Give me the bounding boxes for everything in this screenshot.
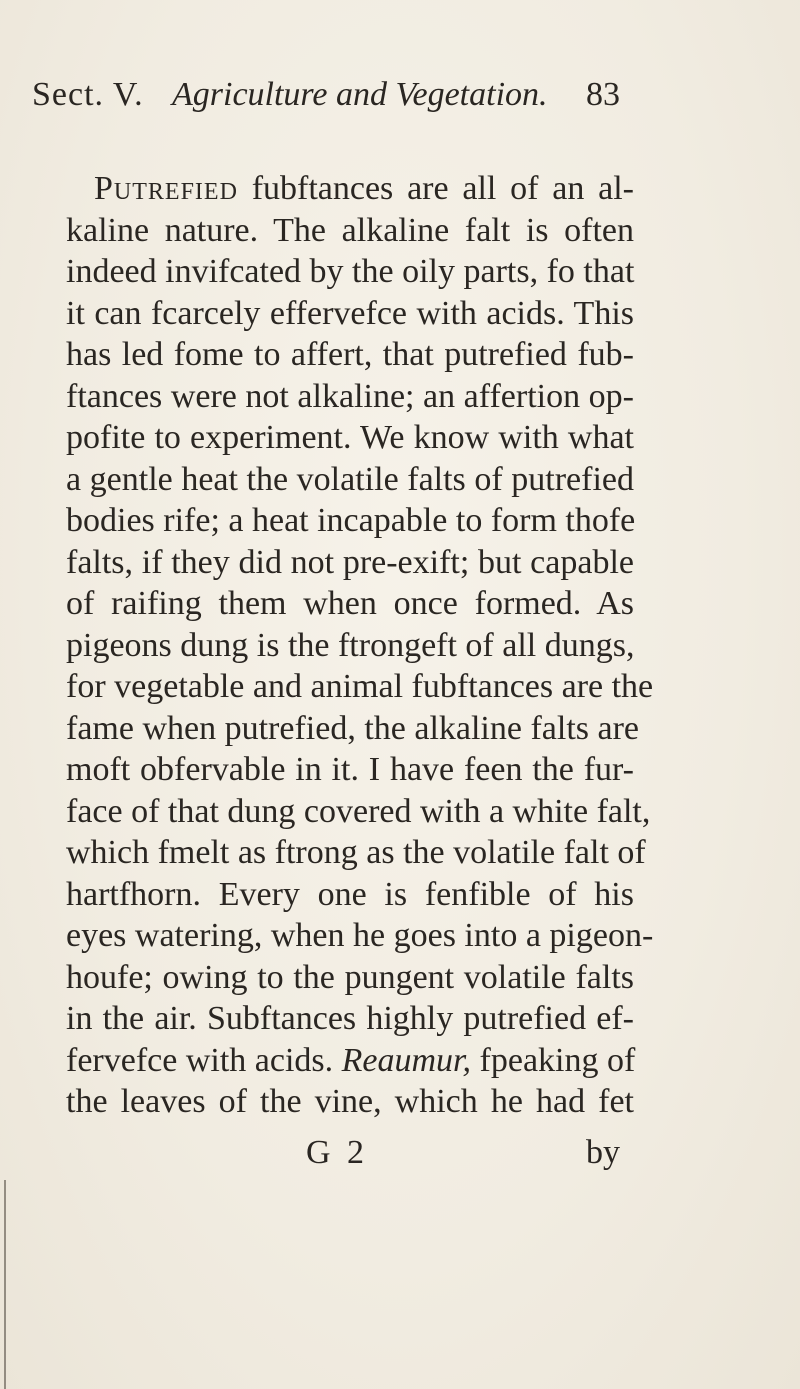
text-line-11: of raifing them when once formed. As <box>66 585 634 622</box>
binding-edge <box>4 1180 6 1389</box>
body-paragraph <box>66 168 654 1123</box>
line-22-start: fervefce with acids. <box>66 1041 334 1079</box>
text-line-13: for vegetable and animal fubftances are the <box>66 668 654 705</box>
text-line-16: face of that dung covered with a white falt, <box>66 792 651 830</box>
text-line-6: ftances were not alkaline; an affertion op- <box>66 377 634 415</box>
header-title: Agriculture and Vegetation. <box>172 76 548 113</box>
text-line-21: in the air. Subftances highly putrefied ef- <box>66 1000 634 1037</box>
text-line-20: houfe; owing to the pungent volatile falts <box>66 958 634 996</box>
text-line-14: fame when putrefied, the alkaline falts are <box>66 709 640 747</box>
small-caps-word: Putrefied <box>94 170 238 207</box>
line-22-rest: fpeaking of <box>471 1041 636 1079</box>
text-line-17: which fmelt as ftrong as the volatile falt of <box>66 834 646 871</box>
italic-name: Reaumur, <box>341 1041 472 1079</box>
text-line-10: falts, if they did not pre-exift; but capable <box>66 543 634 581</box>
text-line-8: a gentle heat the volatile falts of putrefied <box>66 460 634 498</box>
text-line-4: it can fcarcely effervefce with acids. This <box>66 294 634 332</box>
text-line-7: pofite to experiment. We know with what <box>66 419 634 456</box>
running-header <box>32 70 632 126</box>
page-footer <box>306 1134 626 1178</box>
page-number: 83 <box>586 76 620 113</box>
line-1-rest: fubftances are all of an al- <box>237 170 634 207</box>
signature-mark: G 2 <box>306 1134 369 1171</box>
text-line-5: has led fome to affert, that putrefied fub- <box>66 336 634 373</box>
text-line-15: moft obfervable in it. I have feen the fur- <box>66 751 634 788</box>
text-line-9: bodies rife; a heat incapable to form thofe <box>66 502 636 539</box>
catchword: by <box>586 1134 620 1171</box>
text-line-3: indeed invifcated by the oily parts, fo that <box>66 253 635 290</box>
text-line-12: pigeons dung is the ftrongeft of all dungs, <box>66 626 635 664</box>
text-line-18: hartfhorn. Every one is fenfible of his <box>66 875 634 913</box>
text-line-23: the leaves of the vine, which he had fet <box>66 1083 634 1120</box>
text-line-22 <box>66 1040 634 1082</box>
text-line-2: kaline nature. The alkaline falt is often <box>66 211 634 249</box>
section-label: Sect. V. <box>32 76 144 113</box>
text-line-19: eyes watering, when he goes into a pigeon- <box>66 917 654 954</box>
text-line-1 <box>66 168 634 210</box>
